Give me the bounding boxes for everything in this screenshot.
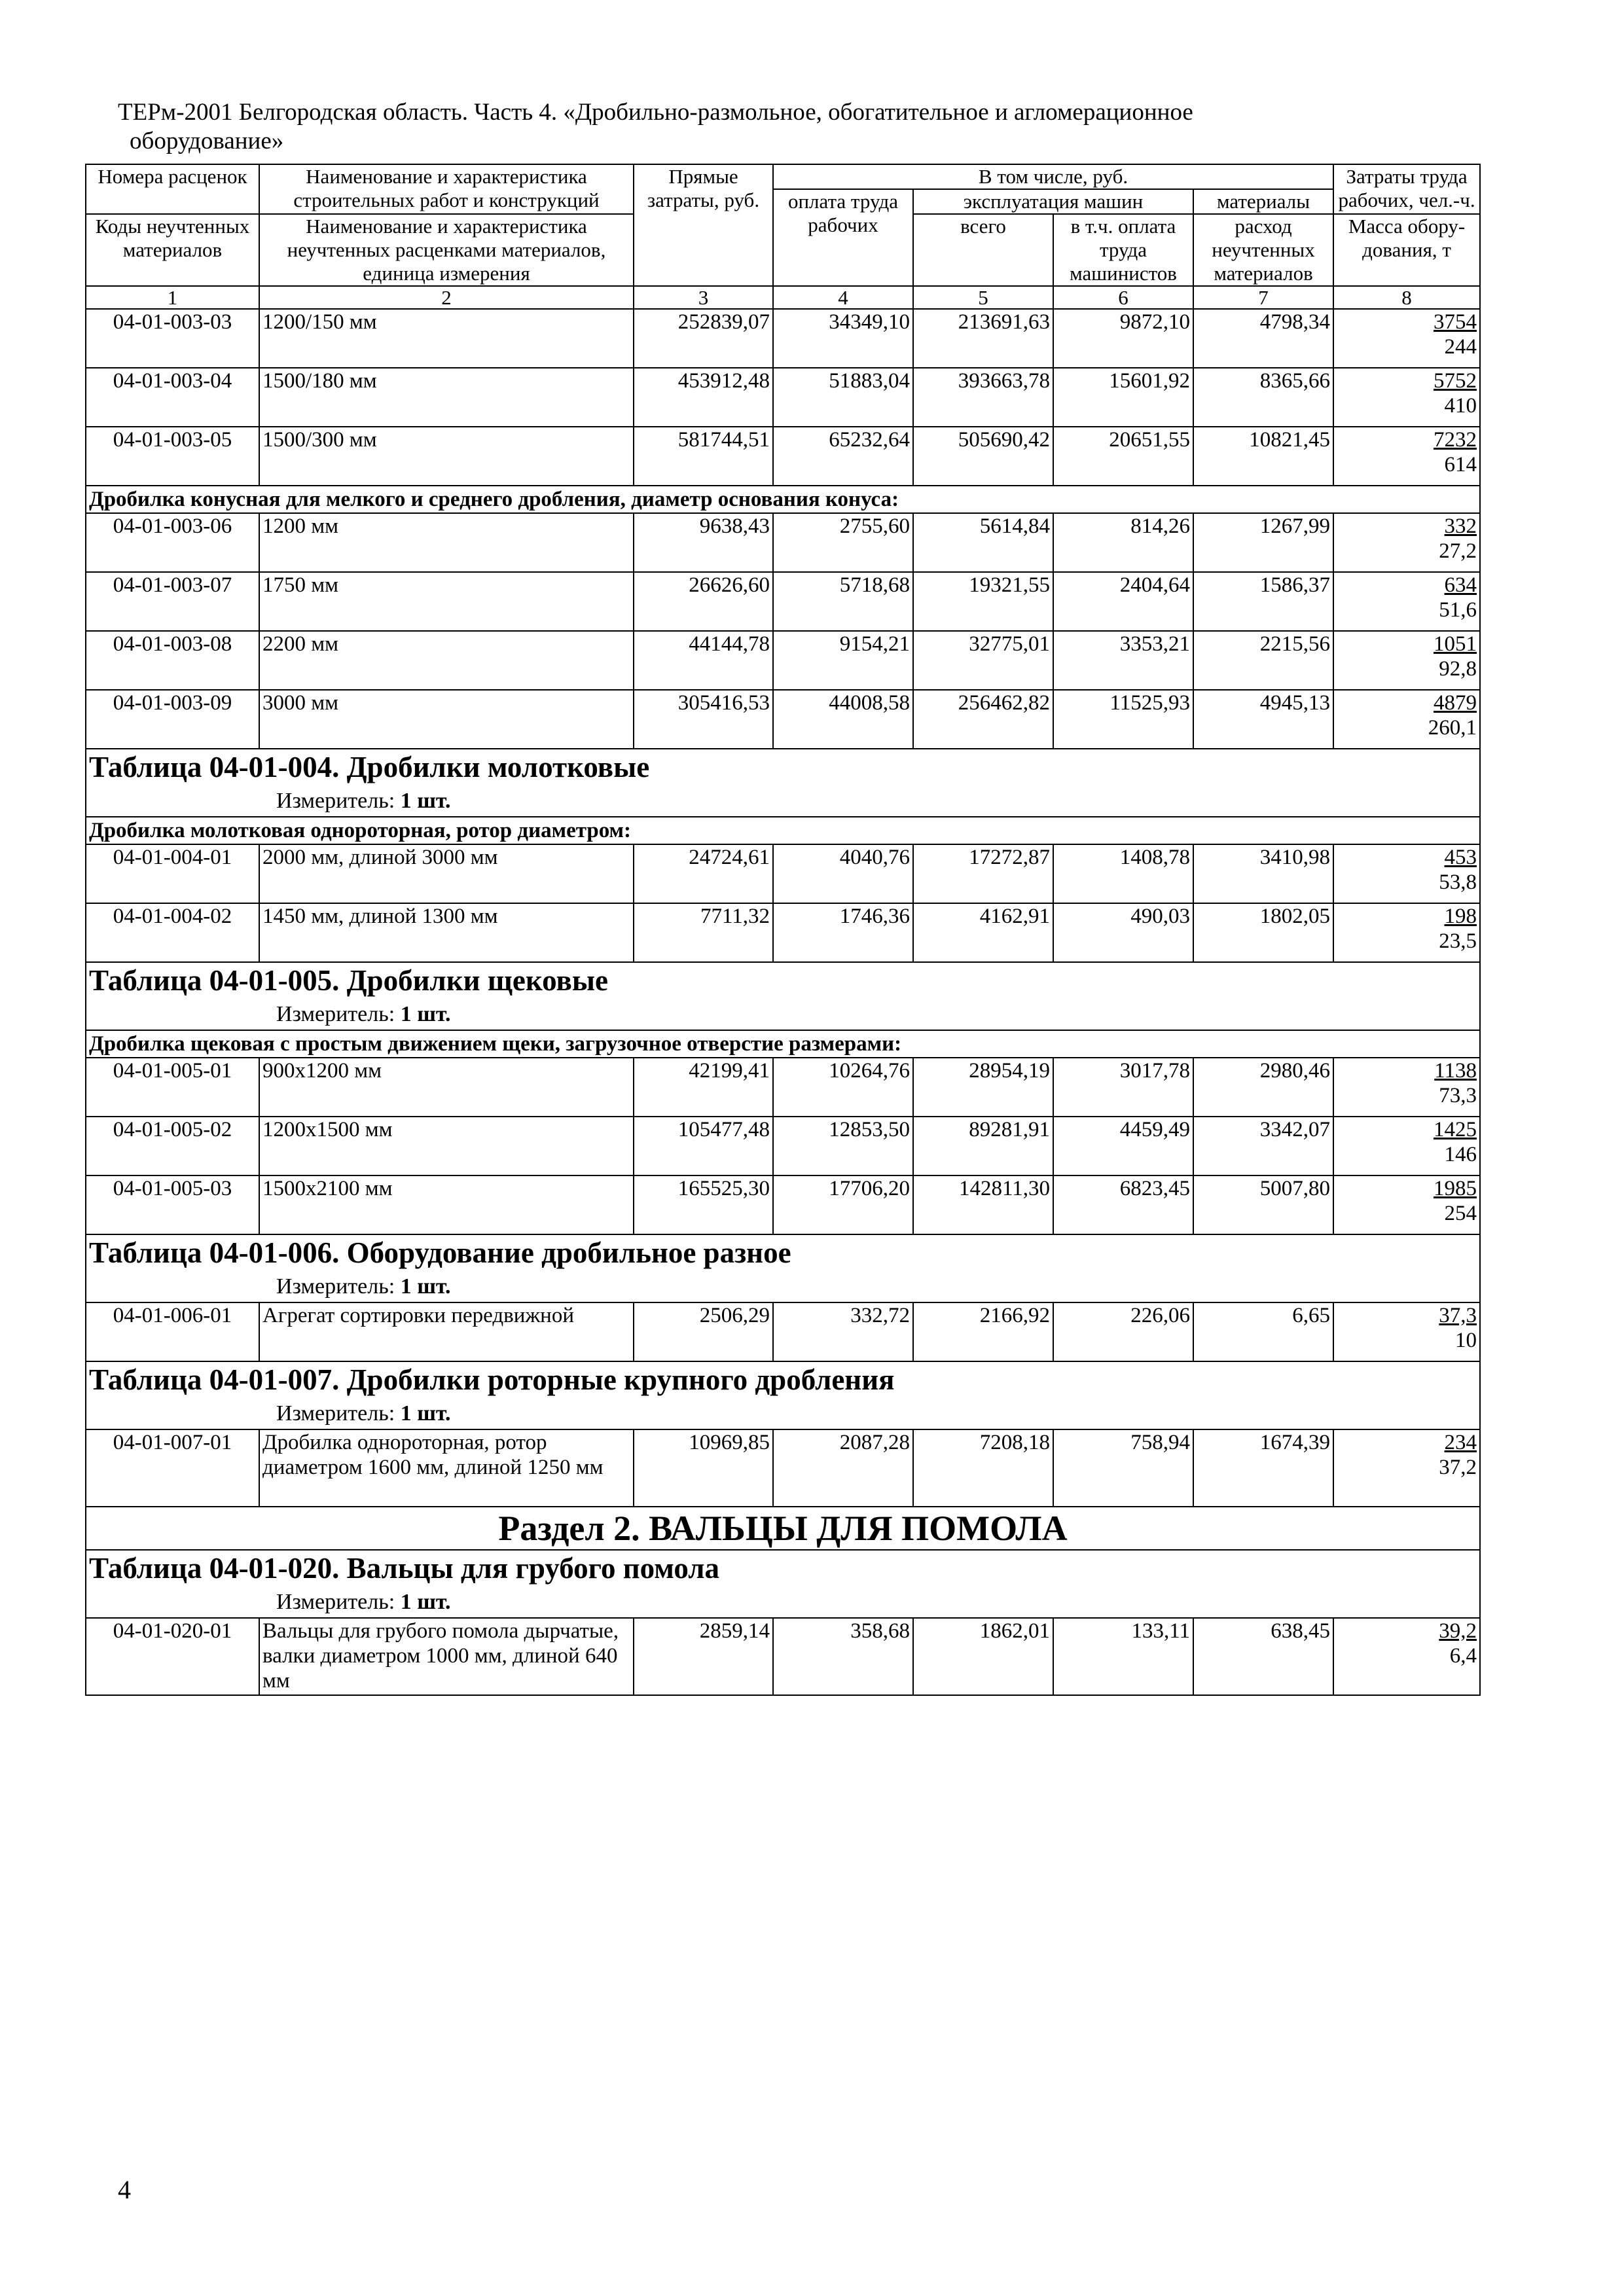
work-name: 1200 мм [259,513,634,572]
table-title-row [86,962,1480,1030]
table-title-row [86,1550,1480,1618]
work-name: 1200х1500 мм [259,1117,634,1175]
labor-wages: 51883,04 [773,368,913,427]
col-mach-total-header: всего [913,214,1053,286]
col-num: 7 [1193,286,1333,309]
work-name: 2200 мм [259,631,634,690]
measurement-label: Измеритель: [276,1590,395,1614]
labor-wages: 2087,28 [773,1429,913,1507]
materials-costs: 8365,66 [1193,368,1333,427]
work-name: Вальцы для грубого помола дырчатые, валки диаметром 1000 мм, длиной 640 мм [259,1618,634,1695]
table-row [86,844,1480,903]
col-codes-header: Номера расценок [86,164,259,214]
col-num: 1 [86,286,259,309]
rate-code: 04-01-007-01 [86,1429,259,1507]
labor-hours: 453 [1444,846,1477,869]
labor-hours-and-mass [1333,1302,1480,1361]
materials-costs: 6,65 [1193,1302,1333,1361]
direct-costs: 26626,60 [634,572,773,631]
measurement-unit [89,1270,1477,1302]
col-labor-hours-header: Затраты труда рабочих, чел.-ч. [1333,164,1480,214]
equipment-mass: 27,2 [1439,539,1477,563]
labor-wages: 44008,58 [773,690,913,749]
labor-wages: 9154,21 [773,631,913,690]
materials-costs: 3342,07 [1193,1117,1333,1175]
col-mach-labor-header: в т.ч. оплата труда машинистов [1053,214,1193,286]
measurement-unit [89,998,1477,1030]
direct-costs: 165525,30 [634,1175,773,1234]
machine-operator-wages: 15601,92 [1053,368,1193,427]
work-name: 1500х2100 мм [259,1175,634,1234]
machine-operator-wages: 11525,93 [1053,690,1193,749]
measurement-unit [89,1397,1477,1429]
labor-hours: 37,3 [1439,1304,1477,1327]
machine-operator-wages: 1408,78 [1053,844,1193,903]
labor-wages: 12853,50 [773,1117,913,1175]
col-name-header: Наименование и характеристика строительных работ и конструкций [259,164,634,214]
labor-hours: 1051 [1434,632,1477,656]
work-name: 1500/180 мм [259,368,634,427]
labor-hours-and-mass [1333,844,1480,903]
page-number: 4 [118,2175,131,2204]
direct-costs: 2859,14 [634,1618,773,1695]
col-incl-header: В том числе, руб. [773,164,1333,189]
materials-costs: 2980,46 [1193,1058,1333,1117]
equipment-mass: 73,3 [1439,1084,1477,1107]
machine-costs: 142811,30 [913,1175,1053,1234]
labor-wages: 358,68 [773,1618,913,1695]
group-heading-row [86,486,1480,513]
labor-hours: 39,2 [1439,1619,1477,1643]
rate-code: 04-01-005-03 [86,1175,259,1234]
direct-costs: 9638,43 [634,513,773,572]
materials-costs: 10821,45 [1193,427,1333,486]
table-row [86,1117,1480,1175]
labor-wages: 1746,36 [773,903,913,962]
work-name: 2000 мм, длиной 3000 мм [259,844,634,903]
measurement-unit [89,1586,1477,1617]
equipment-mass: 37,2 [1439,1456,1477,1479]
group-heading: Дробилка конусная для мелкого и среднего дробления, диаметр основания конуса: [86,486,1480,513]
equipment-mass: 10 [1455,1329,1477,1352]
header-line-2: оборудование» [130,128,284,154]
machine-costs: 4162,91 [913,903,1053,962]
table-title: Таблица 04-01-004. Дробилки молотковые [89,751,650,783]
table-row [86,572,1480,631]
equipment-mass: 260,1 [1428,716,1477,740]
labor-hours-and-mass [1333,1175,1480,1234]
col-num: 6 [1053,286,1193,309]
machine-costs: 505690,42 [913,427,1053,486]
equipment-mass: 23,5 [1439,929,1477,953]
machine-costs: 7208,18 [913,1429,1053,1507]
table-row [86,1429,1480,1507]
labor-hours-and-mass [1333,903,1480,962]
direct-costs: 42199,41 [634,1058,773,1117]
labor-hours-and-mass [1333,427,1480,486]
equipment-mass: 146 [1444,1143,1477,1166]
labor-hours-and-mass [1333,1058,1480,1117]
labor-hours: 1425 [1434,1118,1477,1141]
labor-hours-and-mass [1333,631,1480,690]
machine-costs: 32775,01 [913,631,1053,690]
machine-operator-wages: 3353,21 [1053,631,1193,690]
machine-costs: 28954,19 [913,1058,1053,1117]
price-table [85,164,1481,1696]
col-mat-codes-header: Коды неучтенных материалов [86,214,259,286]
machine-costs: 213691,63 [913,309,1053,368]
labor-wages: 65232,64 [773,427,913,486]
rate-code: 04-01-004-01 [86,844,259,903]
table-row [86,368,1480,427]
work-name: 3000 мм [259,690,634,749]
table-row [86,631,1480,690]
equipment-mass: 244 [1444,335,1477,359]
table-title: Таблица 04-01-020. Вальцы для грубого помола [89,1552,719,1585]
labor-hours: 634 [1444,573,1477,597]
materials-costs: 2215,56 [1193,631,1333,690]
col-mass-header: Масса обору-дования, т [1333,214,1480,286]
labor-wages: 34349,10 [773,309,913,368]
materials-costs: 5007,80 [1193,1175,1333,1234]
equipment-mass: 410 [1444,394,1477,418]
group-heading: Дробилка щековая с простым движением щеки, загрузочное отверстие размерами: [86,1030,1480,1058]
table-title: Таблица 04-01-007. Дробилки роторные крупного дробления [89,1363,895,1396]
col-labor-header: оплата труда рабочих [773,189,913,286]
rate-code: 04-01-005-02 [86,1117,259,1175]
table-title-row [86,749,1480,817]
equipment-mass: 614 [1444,453,1477,476]
work-name: Агрегат сортировки передвижной [259,1302,634,1361]
page-header [118,98,1362,156]
measurement-label: Измеритель: [276,1274,395,1299]
col-mat-header: расход неучтенных материалов [1193,214,1333,286]
labor-wages: 4040,76 [773,844,913,903]
materials-costs: 1267,99 [1193,513,1333,572]
col-materials-header: материалы [1193,189,1333,214]
work-name: 1450 мм, длиной 1300 мм [259,903,634,962]
header-line-1: ТЕРм-2001 Белгородская область. Часть 4. «Дробильно-размольное, обогатительное и агломерационное [118,99,1193,126]
direct-costs: 105477,48 [634,1117,773,1175]
table-row [86,1175,1480,1234]
direct-costs: 581744,51 [634,427,773,486]
materials-costs: 1586,37 [1193,572,1333,631]
measurement-value: 1 шт. [400,1274,451,1299]
labor-hours: 5752 [1434,369,1477,393]
rate-code: 04-01-006-01 [86,1302,259,1361]
table-row [86,690,1480,749]
direct-costs: 305416,53 [634,690,773,749]
labor-hours-and-mass [1333,1429,1480,1507]
labor-wages: 10264,76 [773,1058,913,1117]
rate-code: 04-01-003-06 [86,513,259,572]
rate-code: 04-01-020-01 [86,1618,259,1695]
table-title: Таблица 04-01-006. Оборудование дробильное разное [89,1236,791,1269]
table-title: Таблица 04-01-005. Дробилки щековые [89,964,608,997]
labor-hours: 234 [1444,1431,1477,1454]
table-title-row [86,1234,1480,1302]
group-heading-row [86,1030,1480,1058]
table-row [86,1058,1480,1117]
direct-costs: 24724,61 [634,844,773,903]
machine-costs: 1862,01 [913,1618,1053,1695]
measurement-value: 1 шт. [400,1401,451,1426]
machine-operator-wages: 758,94 [1053,1429,1193,1507]
labor-hours-and-mass [1333,572,1480,631]
measurement-value: 1 шт. [400,1590,451,1614]
measurement-label: Измеритель: [276,1002,395,1026]
direct-costs: 453912,48 [634,368,773,427]
table-row [86,513,1480,572]
labor-wages: 17706,20 [773,1175,913,1234]
rate-code: 04-01-003-08 [86,631,259,690]
rate-code: 04-01-003-05 [86,427,259,486]
machine-costs: 393663,78 [913,368,1053,427]
col-num: 4 [773,286,913,309]
equipment-mass: 6,4 [1449,1644,1477,1668]
section-title-row [86,1507,1480,1550]
work-name: Дробилка однороторная, ротор диаметром 1600 мм, длиной 1250 мм [259,1429,634,1507]
materials-costs: 1802,05 [1193,903,1333,962]
machine-costs: 256462,82 [913,690,1053,749]
table-row [86,903,1480,962]
table-row [86,427,1480,486]
machine-costs: 5614,84 [913,513,1053,572]
equipment-mass: 254 [1444,1202,1477,1225]
labor-hours: 198 [1444,905,1477,928]
rate-code: 04-01-003-04 [86,368,259,427]
machine-operator-wages: 490,03 [1053,903,1193,962]
column-numbers-row [86,286,1480,309]
rate-code: 04-01-005-01 [86,1058,259,1117]
direct-costs: 7711,32 [634,903,773,962]
machine-costs: 89281,91 [913,1117,1053,1175]
direct-costs: 10969,85 [634,1429,773,1507]
labor-hours-and-mass [1333,690,1480,749]
labor-hours-and-mass [1333,1117,1480,1175]
equipment-mass: 92,8 [1439,657,1477,681]
materials-costs: 3410,98 [1193,844,1333,903]
labor-wages: 332,72 [773,1302,913,1361]
machine-operator-wages: 6823,45 [1053,1175,1193,1234]
labor-hours-and-mass [1333,309,1480,368]
measurement-value: 1 шт. [400,1002,451,1026]
materials-costs: 4798,34 [1193,309,1333,368]
col-mat-name-header: Наименование и характеристика неучтенных расценками материалов, единица измерения [259,214,634,286]
labor-hours-and-mass [1333,1618,1480,1695]
machine-costs: 2166,92 [913,1302,1053,1361]
work-name: 1200/150 мм [259,309,634,368]
measurement-unit [89,785,1477,816]
header-row-1 [86,164,1480,189]
rate-code: 04-01-003-07 [86,572,259,631]
machine-operator-wages: 2404,64 [1053,572,1193,631]
table-title-row [86,1361,1480,1429]
machine-operator-wages: 3017,78 [1053,1058,1193,1117]
table-row [86,1302,1480,1361]
measurement-value: 1 шт. [400,789,451,813]
machine-costs: 17272,87 [913,844,1053,903]
col-machines-header: эксплуатация машин [913,189,1193,214]
labor-hours: 4879 [1434,691,1477,715]
equipment-mass: 53,8 [1439,870,1477,894]
materials-costs: 638,45 [1193,1618,1333,1695]
labor-hours: 332 [1444,514,1477,538]
labor-hours: 3754 [1434,310,1477,334]
materials-costs: 1674,39 [1193,1429,1333,1507]
table-row [86,309,1480,368]
labor-hours: 7232 [1434,428,1477,452]
col-direct-header: Прямые затраты, руб. [634,164,773,286]
measurement-label: Измеритель: [276,1401,395,1426]
machine-operator-wages: 814,26 [1053,513,1193,572]
labor-hours: 1138 [1434,1059,1477,1083]
rate-code: 04-01-003-09 [86,690,259,749]
materials-costs: 4945,13 [1193,690,1333,749]
col-num: 8 [1333,286,1480,309]
col-num: 3 [634,286,773,309]
group-heading: Дробилка молотковая однороторная, ротор диаметром: [86,817,1480,844]
machine-operator-wages: 20651,55 [1053,427,1193,486]
table-row [86,1618,1480,1695]
direct-costs: 44144,78 [634,631,773,690]
measurement-label: Измеритель: [276,789,395,813]
rate-code: 04-01-004-02 [86,903,259,962]
group-heading-row [86,817,1480,844]
labor-hours-and-mass [1333,513,1480,572]
machine-costs: 19321,55 [913,572,1053,631]
direct-costs: 2506,29 [634,1302,773,1361]
work-name: 900х1200 мм [259,1058,634,1117]
labor-wages: 5718,68 [773,572,913,631]
labor-wages: 2755,60 [773,513,913,572]
machine-operator-wages: 133,11 [1053,1618,1193,1695]
col-num: 5 [913,286,1053,309]
labor-hours: 1985 [1434,1177,1477,1200]
work-name: 1500/300 мм [259,427,634,486]
labor-hours-and-mass [1333,368,1480,427]
rate-code: 04-01-003-03 [86,309,259,368]
work-name: 1750 мм [259,572,634,631]
section-title: Раздел 2. ВАЛЬЦЫ ДЛЯ ПОМОЛА [86,1507,1480,1550]
col-num: 2 [259,286,634,309]
machine-operator-wages: 226,06 [1053,1302,1193,1361]
machine-operator-wages: 4459,49 [1053,1117,1193,1175]
direct-costs: 252839,07 [634,309,773,368]
equipment-mass: 51,6 [1439,598,1477,622]
machine-operator-wages: 9872,10 [1053,309,1193,368]
